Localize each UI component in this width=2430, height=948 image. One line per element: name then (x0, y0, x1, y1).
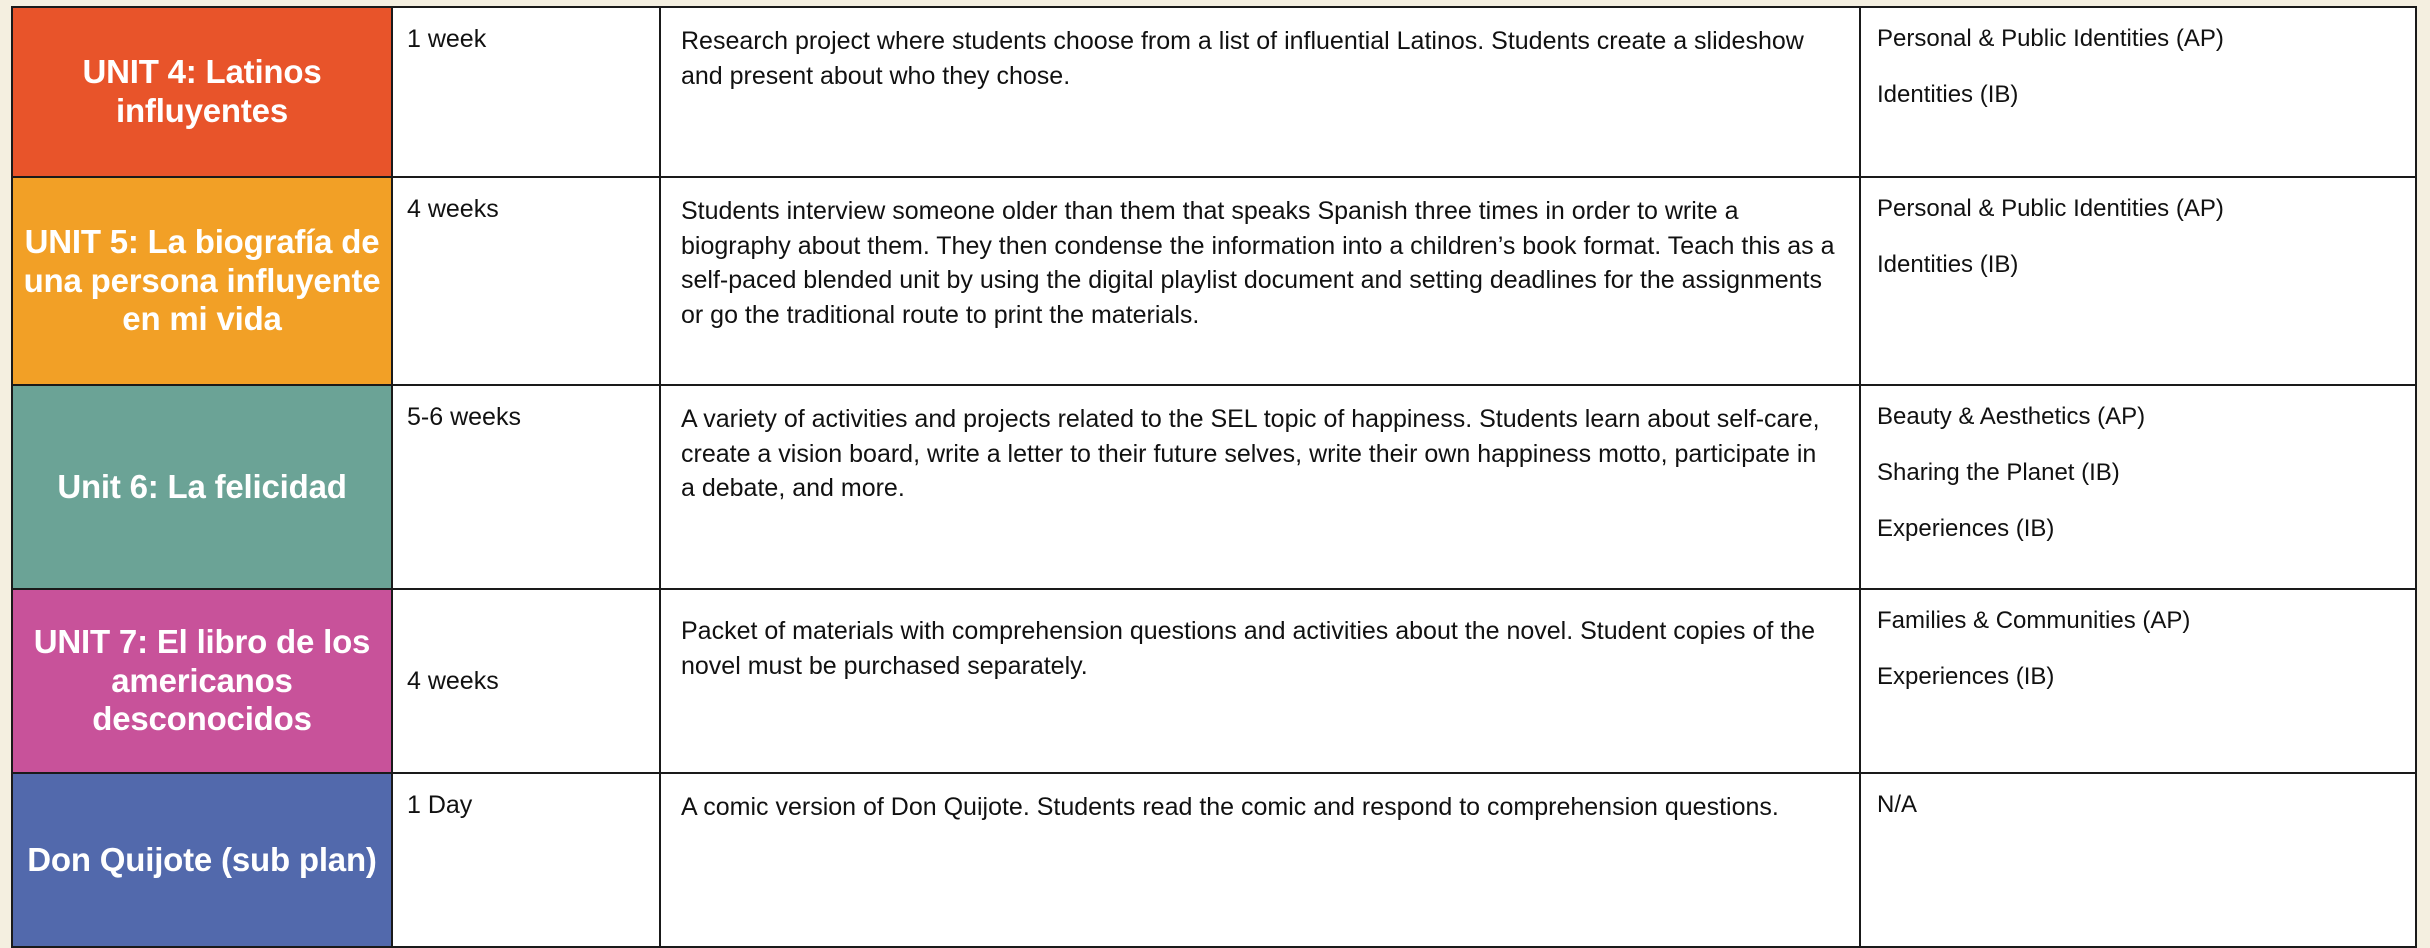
unit-title-cell (12, 589, 392, 773)
description-text: Research project where students choose from a list of influential Latinos. Students create a slideshow and present about who they chose. (681, 27, 1804, 90)
unit-title-text: UNIT 5: La biografía de una persona influyente en mi vida (23, 222, 381, 338)
theme-item: Personal & Public Identities (AP) (1877, 25, 2224, 52)
table-body (12, 7, 2416, 947)
theme-item: Experiences (IB) (1877, 663, 2055, 690)
table-row (12, 385, 2416, 589)
duration-cell (392, 773, 660, 947)
theme-item: Families & Communities (AP) (1877, 607, 2191, 634)
unit-title-text: Unit 6: La felicidad (57, 467, 347, 505)
duration-cell (392, 7, 660, 177)
unit-title-cell (12, 773, 392, 947)
theme-item: Identities (IB) (1877, 251, 2019, 278)
themes-cell (1860, 177, 2416, 385)
duration-text: 4 weeks (407, 195, 499, 223)
unit-title-cell (12, 7, 392, 177)
table-row (12, 773, 2416, 947)
theme-item: Personal & Public Identities (AP) (1877, 195, 2224, 222)
duration-text: 5-6 weeks (407, 403, 521, 431)
unit-title-text: UNIT 4: Latinos influyentes (82, 53, 322, 129)
table-row (12, 177, 2416, 385)
duration-text: 1 Day (407, 791, 473, 819)
description-text: Packet of materials with comprehension questions and activities about the novel. Student copies of the novel must be purchased separately. (681, 617, 1815, 680)
duration-cell (392, 589, 660, 773)
unit-title-text: Don Quijote (sub plan) (27, 840, 377, 878)
table-row (12, 7, 2416, 177)
description-cell (660, 385, 1860, 589)
theme-item: Experiences (IB) (1877, 515, 2055, 542)
themes-cell (1860, 589, 2416, 773)
table-row (12, 589, 2416, 773)
themes-cell (1860, 385, 2416, 589)
curriculum-units-table (11, 6, 2417, 948)
description-text: A variety of activities and projects related to the SEL topic of happiness. Students learn about self-care, create a vision board, write a letter to their future selves, write their own happiness motto, participate in a debate, and more. (681, 405, 1820, 502)
duration-cell (392, 177, 660, 385)
description-cell (660, 177, 1860, 385)
description-cell (660, 589, 1860, 773)
themes-cell (1860, 773, 2416, 947)
description-text: Students interview someone older than them that speaks Spanish three times in order to write a biography about them. They then condense the information into a children’s book format. Teach this as a self-paced blended unit by using the digital playlist document and setting deadlines for the assignments or go the traditional route to print the materials. (681, 197, 1835, 329)
description-cell (660, 773, 1860, 947)
theme-item: Identities (IB) (1877, 81, 2019, 108)
unit-title-text: UNIT 7: El libro de los americanos desconocidos (33, 622, 371, 738)
unit-title-cell (12, 177, 392, 385)
unit-title-cell (12, 385, 392, 589)
themes-cell (1860, 7, 2416, 177)
duration-text: 4 weeks (407, 667, 499, 695)
duration-text: 1 week (407, 25, 487, 53)
duration-cell (392, 385, 660, 589)
theme-item: Sharing the Planet (IB) (1877, 459, 2120, 486)
description-cell (660, 7, 1860, 177)
description-text: A comic version of Don Quijote. Students read the comic and respond to comprehension questions. (681, 793, 1779, 821)
theme-item: Beauty & Aesthetics (AP) (1877, 403, 2146, 430)
theme-item: N/A (1877, 791, 1918, 818)
